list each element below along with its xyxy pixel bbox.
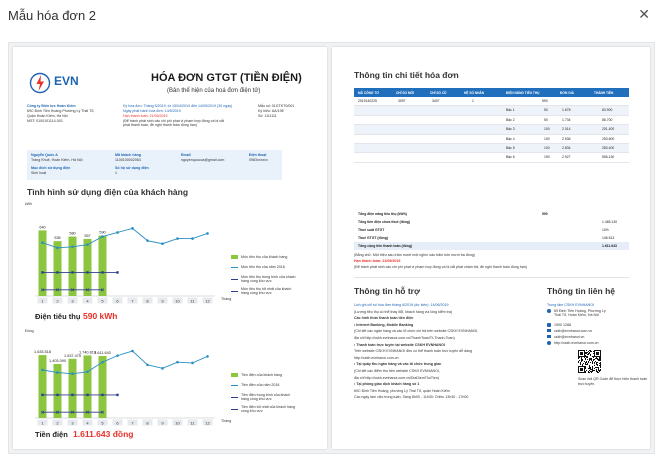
bar — [84, 355, 92, 418]
table-row: 2019140225 3097 3407 1 590 — [354, 97, 629, 106]
table-row: Bậc 3 100 2.014 201.400 — [354, 125, 629, 134]
contact-section-title: Thông tin liên hệ — [547, 286, 615, 296]
tick-label: 4 — [86, 420, 89, 426]
support-line[interactable]: địa chỉ http://cskh.evnhanoi.com.vn/DiaDiemThuTien) — [354, 375, 439, 380]
support-line: • Tại quầy thu ngân hàng và các tổ chức trung gian — [354, 362, 442, 367]
point — [146, 364, 149, 367]
table-row: Bậc 2 50 1.734 86.700 — [354, 116, 629, 125]
invoice-subtitle: (Bản thể hiện của hoá đơn điện tử) — [167, 88, 261, 94]
bar — [54, 241, 62, 296]
mail-icon — [547, 329, 551, 332]
tick-label: 7 — [131, 298, 134, 304]
point — [161, 242, 164, 245]
support-line: Lịch ghi chỉ số hóa đơn tháng 6/2019 (dự kiến): 14/06/2019 — [354, 303, 449, 307]
tick-label: 2 — [56, 420, 59, 426]
point — [41, 241, 44, 244]
support-line[interactable]: địa chỉ http://cskh.evnhanoi.com.vn/ThanhToan/Tt-Thanh-Toan) — [354, 336, 455, 340]
point — [191, 362, 194, 365]
tick-label: 12 — [205, 298, 210, 304]
data-label: 590 — [99, 230, 106, 235]
table-row: Bậc 4 100 2.536 253.600 — [354, 135, 629, 144]
contact-website[interactable]: http://cskh.evnhanoi.com.vn — [554, 341, 599, 345]
tick-label: 5 — [101, 420, 104, 426]
table-row: Bậc 1 50 1.678 83.900 — [354, 106, 629, 115]
dialog-title: Mẫu hóa đơn 2 — [8, 8, 97, 23]
table-header — [354, 88, 629, 97]
data-label: 1.537.475 — [64, 353, 81, 358]
col-header: HỆ SỐ NHÂN — [464, 90, 485, 95]
support-line: • Tại phòng giao dịch khách hàng số 1 — [354, 382, 420, 387]
point — [101, 394, 103, 396]
usage-section-title: Tình hình sử dụng điện của khách hàng — [27, 187, 189, 197]
point — [176, 237, 179, 240]
data-label: 580 — [69, 231, 76, 236]
households-label: Số hộ sử dụng điện — [115, 166, 149, 170]
company-address-2: Quận Hoàn Kiếm, Hà Nội — [27, 114, 68, 118]
households-value: 1 — [115, 171, 117, 175]
point — [116, 354, 119, 357]
col-header: ĐIỆN NĂNG TIÊU THỤ — [506, 90, 540, 95]
contact-email-2[interactable]: cskh@evnhanoi.vn — [554, 335, 585, 339]
support-section-title: Thông tin hỗ trợ — [354, 286, 420, 296]
point — [71, 271, 73, 273]
location-icon — [547, 309, 551, 313]
tick-label: 8 — [146, 420, 149, 426]
support-line: (Chi tiết các điểm thu trên website CSKH EVNHANOI, — [354, 369, 440, 373]
purpose-label: Mục đích sử dụng điện — [31, 166, 71, 170]
amount-in-words: (Bằng chữ: Một triệu sáu trăm mười một nghìn sáu trăm bốn mươi ba đồng) — [354, 253, 475, 257]
point — [86, 371, 89, 374]
usage-total-label: Điện tiêu thụ — [35, 312, 81, 321]
tick-label: 3 — [71, 420, 74, 426]
logo-text: EVN — [54, 74, 79, 88]
bar — [39, 355, 47, 418]
data-label: 640 — [39, 225, 46, 230]
bar — [39, 230, 47, 296]
bar — [99, 356, 107, 418]
tick-label: 1 — [41, 298, 44, 304]
invoice-page-1 — [13, 47, 327, 449]
usage-chart — [25, 202, 315, 322]
tick-label: 11 — [190, 420, 195, 426]
cost-chart — [25, 329, 315, 444]
point — [56, 371, 59, 374]
customer-code-label: Mã khách hàng — [115, 153, 141, 157]
cost-x-label: Tháng — [221, 419, 232, 423]
detail-table — [354, 88, 629, 163]
legend-item: Tiền điện tốt nhất của khách hàng cùng khu vực — [241, 405, 296, 414]
qr-caption: Scan mã QR Code để thực hiện thanh toán — [578, 377, 648, 381]
tick-label: 10 — [175, 298, 180, 304]
point — [71, 246, 74, 249]
point — [116, 271, 118, 273]
company-name: Công ty Điện lực Hoàn Kiếm — [27, 104, 76, 108]
tick-label: 12 — [205, 420, 210, 426]
summary-row: Tổng điện năng tiêu thụ (kWh) 590 — [358, 212, 548, 216]
customer-email-label: Email — [181, 153, 191, 157]
period-line-1: Kỳ hóa đơn: Tháng 5/2019, từ 15/04/2019 đến 14/05/2019 (30 ngày) — [123, 104, 233, 108]
invoice-page-2 — [332, 47, 650, 449]
tick-label: 3 — [71, 298, 74, 304]
serial-form: Mẫu số: 01GTKT0/001 — [258, 104, 295, 108]
customer-address: Tràng Khuê, Hoàn Kiếm, Hà Nội — [31, 158, 83, 162]
point — [56, 247, 59, 250]
mail-icon — [547, 335, 551, 338]
customer-info — [27, 150, 282, 180]
tick-label: 8 — [146, 298, 149, 304]
legend-item: Tiền điện của năm 2018 — [241, 383, 280, 387]
point — [101, 235, 104, 238]
point — [41, 271, 43, 273]
legend-item: Mức tiêu thụ trung bình của khách hàng cùng khu vực — [241, 275, 296, 284]
legend-item: Mức tiêu thụ của khách hàng — [241, 255, 288, 259]
web-icon — [547, 341, 551, 345]
invoice-preview — [8, 42, 655, 454]
customer-phone: 0983xxxxxx — [249, 158, 268, 162]
usage-chart-plot — [25, 206, 220, 306]
col-header: ĐƠN GIÁ — [560, 90, 574, 95]
point — [176, 361, 179, 364]
due-note: (Để tránh phát sinh các chi phí phạt vi phạm hợp đồng và bị cắt phạt chậm trả, đề nghị thanh toán đúng hạn) — [354, 265, 527, 269]
summary-row: Thuế suất GTGT 10% — [358, 228, 609, 232]
col-header: CHỈ SỐ MỚI — [396, 90, 415, 95]
period-note-1: (Để tránh phát sinh các chi phí phạt vi phạm hợp đồng và bị cắt — [123, 119, 225, 123]
point — [116, 231, 119, 234]
legend-swatch-bar — [231, 255, 238, 259]
cost-y-unit: Đồng — [25, 329, 34, 333]
table-row: Bậc 6 190 2.927 556.130 — [354, 153, 629, 162]
period-due: Hạn thanh toán: 21/05/2019 — [123, 114, 168, 118]
table-row: Bậc 5 100 2.834 283.400 — [354, 144, 629, 153]
point — [131, 350, 134, 353]
point — [161, 367, 164, 370]
bar — [84, 239, 92, 296]
point — [86, 394, 88, 396]
support-line: • Internet Banking, Mobile Banking — [354, 322, 414, 327]
point — [56, 271, 58, 273]
customer-phone-label: Điện thoại — [249, 153, 267, 157]
data-label: 535 — [54, 236, 61, 241]
tick-label: 1 — [41, 420, 44, 426]
point — [71, 372, 74, 375]
col-header: MÃ CÔNG TƠ — [358, 90, 379, 95]
bar — [99, 236, 107, 296]
point — [206, 355, 209, 358]
point — [41, 394, 43, 396]
invoice-title: HÓA ĐƠN GTGT (TIỀN ĐIỆN) — [151, 72, 302, 84]
support-line: (Chi tiết các ngân hàng và các tổ chức chi trả trên website CSKH EVNHANOI, — [354, 329, 479, 334]
support-line: Trên website CSKH EVNHANOI đều có thể thanh toán trực tuyến dễ dàng — [354, 349, 473, 354]
contact-phone[interactable]: 1900 1288 — [554, 323, 571, 327]
tick-label: 7 — [131, 420, 134, 426]
point — [41, 369, 44, 372]
legend-item: Tiền điện của khách hàng — [241, 373, 283, 377]
support-line[interactable]: http://cskh.evnhanoi.com.vn — [354, 355, 399, 360]
data-label: 1.403.090 — [49, 358, 66, 363]
period-note-2: phạt thanh toán, đề nghị thanh toán đúng hạn) — [123, 123, 197, 127]
tick-label: 11 — [190, 298, 195, 304]
tick-label: 2 — [56, 298, 59, 304]
point — [86, 271, 88, 273]
divider — [354, 277, 629, 278]
usage-total-value: 590 kWh — [83, 311, 118, 321]
summary-row: Tổng cộng tiền thanh toán (đồng) 1.611.643 — [354, 242, 629, 250]
point — [191, 237, 194, 240]
point — [101, 271, 103, 273]
col-header: THÀNH TIỀN — [594, 90, 614, 95]
tick-label: 5 — [101, 298, 104, 304]
cost-total-value: 1.611.643 đồng — [73, 429, 134, 439]
support-line: 69C Đinh Tiên Hoàng, phường Lý Thái Tổ, quận Hoàn Kiếm — [354, 388, 450, 393]
lightning-icon — [37, 75, 45, 91]
support-line: • Thanh toán trực tuyến tại website CSKH EVNHANOI — [354, 342, 445, 347]
contact-email[interactable]: cskh@evnhanoi.com.vn — [554, 329, 593, 333]
data-label: 557 — [84, 233, 91, 238]
usage-y-unit: kWh — [25, 202, 33, 206]
tick-label: 6 — [116, 298, 119, 304]
data-label: 1.611.643 — [94, 350, 111, 355]
point — [206, 232, 209, 235]
support-line: Các hình thức thanh toán tiền điện — [354, 316, 414, 321]
legend-item: Tiền điện trung bình của khách hàng cùng khu vực — [241, 393, 291, 402]
bar — [69, 359, 77, 418]
tick-label: 4 — [86, 298, 89, 304]
contact-address: 69 Đinh Tiên Hoàng, Phường Lý Thái Tổ, Hoàn Kiếm, Hà Nội — [554, 309, 606, 318]
point — [116, 394, 118, 396]
point — [131, 227, 134, 230]
summary-row: Tổng tiền điện chưa thuế (đồng) 1.465.130 — [358, 220, 618, 224]
tick-label: 10 — [175, 420, 180, 426]
summary-row: Thuế GTGT (đồng) 146.513 — [358, 236, 615, 240]
company-tax-code: MST: 0100101114-001 — [27, 119, 63, 123]
serial-symbol: Ký hiệu: AA/19E — [258, 109, 284, 113]
cost-chart-plot — [25, 333, 220, 428]
point — [101, 361, 104, 364]
col-header: CHỈ SỐ CŨ — [430, 90, 447, 95]
data-label: 1.633.518 — [34, 350, 51, 355]
support-line: (Lượng tiêu thụ có thể thay đổi, khách hàng vui lòng kiểm tra) — [354, 309, 453, 314]
period-line-2: Ngày phát hành hóa đơn: 14/5/2019 — [123, 109, 181, 113]
tick-label: 9 — [161, 420, 164, 426]
customer-name: Nguyễn Quốc A — [31, 153, 58, 157]
qr-caption-2: trực tuyến. — [578, 382, 596, 386]
tick-label: 9 — [161, 298, 164, 304]
support-line: Các ngày làm việc trong tuần, Sáng 8h00 - 11h30; Chiều 13h30 - 17h00 — [354, 395, 469, 400]
serial-number: Số: 1111111 — [258, 114, 277, 118]
detail-section-title: Thông tin chi tiết hóa đơn — [354, 70, 459, 80]
purpose-value: Sinh hoạt — [31, 171, 47, 175]
point — [56, 394, 58, 396]
contact-center: Trung tâm CSKH EVNHANOI — [547, 303, 594, 307]
legend-item: Mức tiêu thụ tốt nhất của khách hàng cùng khu vực — [241, 287, 292, 296]
point — [146, 239, 149, 242]
cost-total-label: Tiền điện — [35, 430, 68, 439]
close-icon[interactable]: ✕ — [638, 6, 650, 22]
phone-icon — [547, 323, 551, 327]
due-date: Hạn thanh toán: 21/05/2019 — [354, 259, 401, 263]
point — [71, 394, 73, 396]
bar — [69, 237, 77, 296]
customer-code: 1100100002063 — [115, 158, 141, 162]
qr-code — [578, 350, 601, 373]
usage-x-label: Tháng — [221, 297, 232, 301]
customer-email: nguyenquocca@gmail.com — [181, 158, 225, 162]
point — [86, 243, 89, 246]
data-label: 1.740.810 — [79, 350, 96, 355]
company-address-1: 69C Đinh Tiên Hoàng Phường Lý Thái Tổ, — [27, 109, 95, 113]
series-line — [43, 228, 208, 247]
tick-label: 6 — [116, 420, 119, 426]
legend-item: Mức tiêu thụ của năm 2018 — [241, 265, 285, 269]
